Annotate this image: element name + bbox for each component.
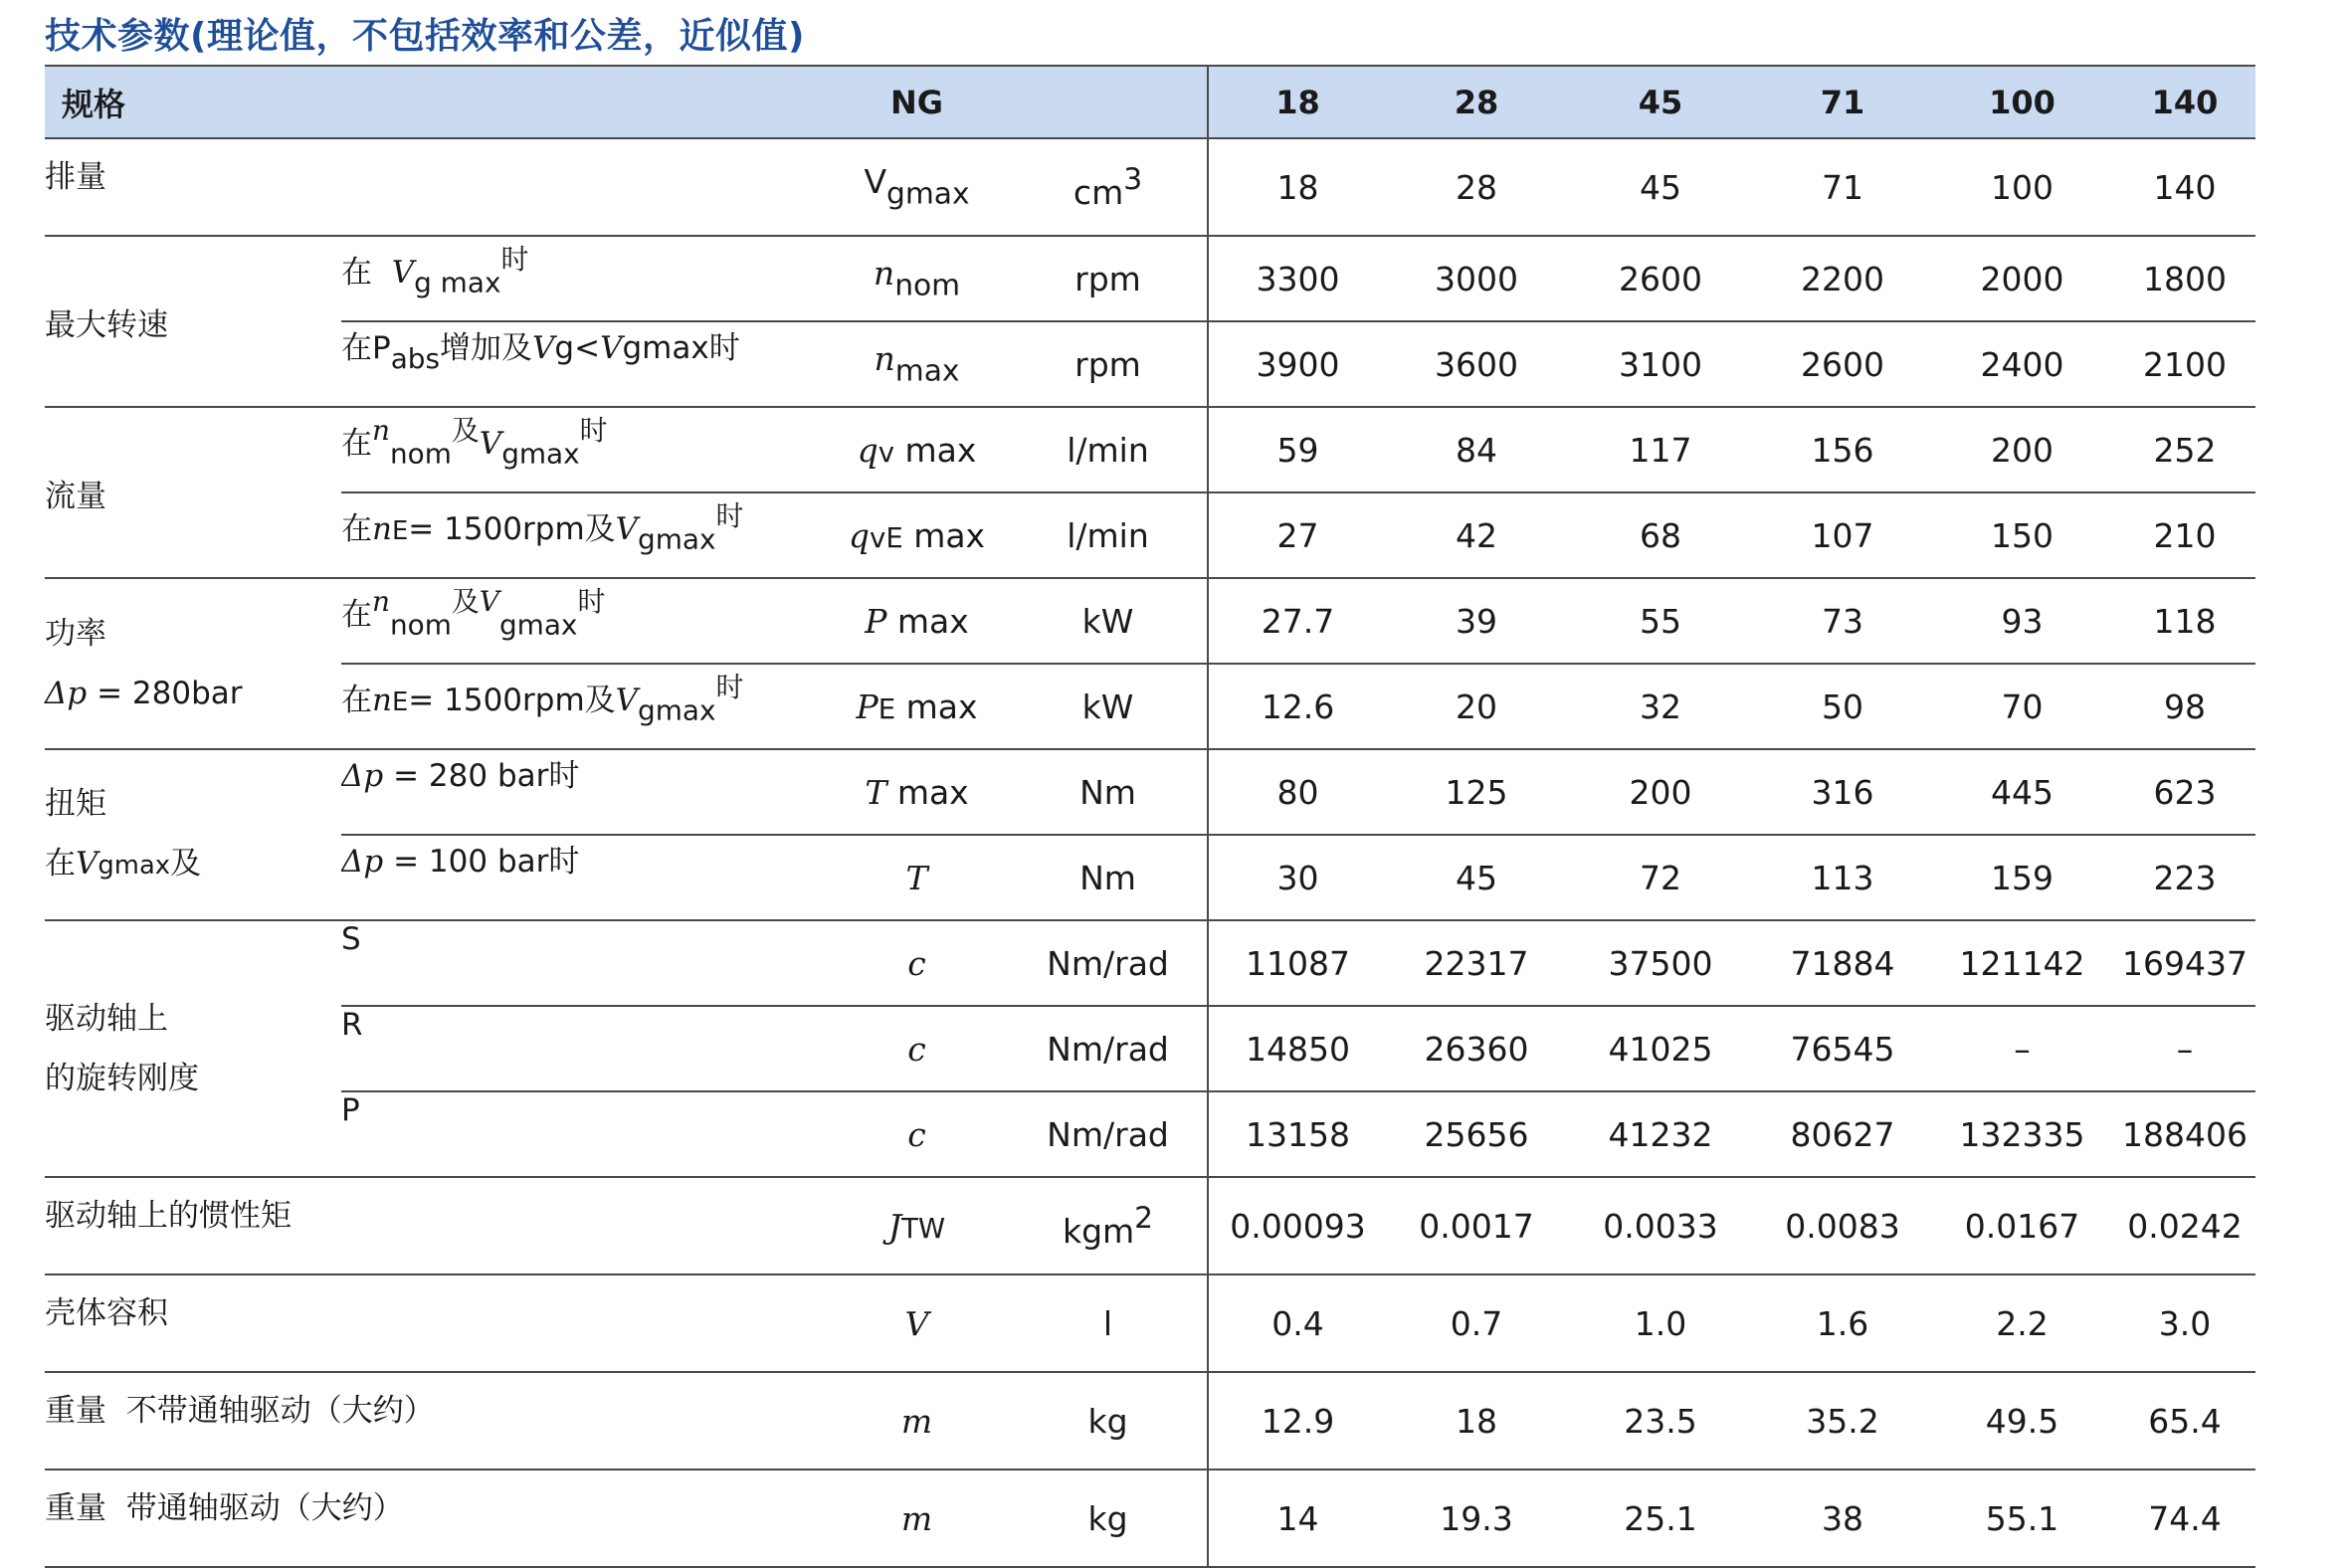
symbol: $n_{max}$ xyxy=(825,321,1009,407)
symbol: qvE max xyxy=(825,492,1009,578)
table-row xyxy=(45,407,2255,492)
unit: kgm$^2$ xyxy=(1009,1177,1208,1274)
table-row xyxy=(45,664,2255,749)
size-header: 45 xyxy=(1566,66,1755,138)
value-cell: 55 xyxy=(1566,578,1755,664)
unit-header xyxy=(1009,66,1208,138)
value-cell: 316 xyxy=(1755,749,1930,835)
value-cell: 25.1 xyxy=(1566,1470,1755,1567)
symbol: PE max xyxy=(825,664,1009,749)
value-cell: 39 xyxy=(1387,578,1566,664)
value-cell: 14 xyxy=(1208,1470,1387,1567)
size-header: 100 xyxy=(1930,66,2114,138)
condition-label: 在nE= 1500rpm及$V_{gmax}^时$ xyxy=(341,664,825,749)
value-cell: 140 xyxy=(2114,138,2255,236)
value-cell: 30 xyxy=(1208,835,1387,920)
table-row xyxy=(45,138,2255,236)
value-cell: 70 xyxy=(1930,664,2114,749)
value-cell: 74.4 xyxy=(2114,1470,2255,1567)
symbol: V xyxy=(825,1274,1009,1372)
symbol: c xyxy=(825,1091,1009,1177)
value-cell: 28 xyxy=(1387,138,1566,236)
value-cell: 68 xyxy=(1566,492,1755,578)
unit: Nm/rad xyxy=(1009,920,1208,1006)
value-cell: 132335 xyxy=(1930,1091,2114,1177)
value-cell: 22317 xyxy=(1387,920,1566,1006)
value-cell: 18 xyxy=(1387,1372,1566,1470)
value-cell: 150 xyxy=(1930,492,2114,578)
size-header: 28 xyxy=(1387,66,1566,138)
value-cell: 2600 xyxy=(1755,321,1930,407)
value-cell: 35.2 xyxy=(1755,1372,1930,1470)
param-label: 排量 xyxy=(45,138,825,236)
value-cell: 12.9 xyxy=(1208,1372,1387,1470)
value-cell: 50 xyxy=(1755,664,1930,749)
value-cell: 188406 xyxy=(2114,1091,2255,1177)
value-cell: 100 xyxy=(1930,138,2114,236)
table-row xyxy=(45,835,2255,920)
header-row xyxy=(45,66,2255,138)
value-cell: 0.0083 xyxy=(1755,1177,1930,1274)
param-label: 壳体容积 xyxy=(45,1274,825,1372)
value-cell: 1800 xyxy=(2114,236,2255,321)
symbol: P max xyxy=(825,578,1009,664)
value-cell: 623 xyxy=(2114,749,2255,835)
value-cell: 0.0242 xyxy=(2114,1177,2255,1274)
table-row xyxy=(45,492,2255,578)
value-cell: 156 xyxy=(1755,407,1930,492)
param-label: 重量 不带通轴驱动（大约） xyxy=(45,1372,825,1470)
table-row xyxy=(45,578,2255,664)
condition-label: P xyxy=(341,1091,825,1177)
condition-label: 在$P_{abs}$增加及Vg<Vgmax时 xyxy=(341,321,825,407)
value-cell: 107 xyxy=(1755,492,1930,578)
condition-label: 在$^n_{nom}^{及V}_{gmax}^时$ xyxy=(341,578,825,664)
unit: Nm/rad xyxy=(1009,1006,1208,1091)
condition-label: Δp = 100 bar时 xyxy=(341,835,825,920)
value-cell: 2400 xyxy=(1930,321,2114,407)
value-cell: 0.00093 xyxy=(1208,1177,1387,1274)
value-cell: 93 xyxy=(1930,578,2114,664)
value-cell: 26360 xyxy=(1387,1006,1566,1091)
value-cell: – xyxy=(2114,1006,2255,1091)
unit: kg xyxy=(1009,1372,1208,1470)
value-cell: 73 xyxy=(1755,578,1930,664)
condition-label: 在$^n_{nom}^及V_{gmax}^时$ xyxy=(341,407,825,492)
value-cell: 72 xyxy=(1566,835,1755,920)
param-label: 最大转速 xyxy=(45,236,341,407)
value-cell: 3900 xyxy=(1208,321,1387,407)
size-header: 18 xyxy=(1208,66,1387,138)
value-cell: 71 xyxy=(1755,138,1930,236)
value-cell: 445 xyxy=(1930,749,2114,835)
page-title: 技术参数(理论值，不包括效率和公差，近似值) xyxy=(45,16,805,57)
unit: l xyxy=(1009,1274,1208,1372)
unit: l/min xyxy=(1009,407,1208,492)
value-cell: 210 xyxy=(2114,492,2255,578)
table-row xyxy=(45,1177,2255,1274)
unit: l/min xyxy=(1009,492,1208,578)
condition-label: S xyxy=(341,920,825,1006)
condition-label: Δp = 280 bar时 xyxy=(341,749,825,835)
value-cell: 59 xyxy=(1208,407,1387,492)
param-label: 功率 Δp = 280bar xyxy=(45,578,341,749)
param-label: 驱动轴上 的旋转刚度 xyxy=(45,920,341,1177)
value-cell: 42 xyxy=(1387,492,1566,578)
symbol: T xyxy=(825,835,1009,920)
value-cell: 14850 xyxy=(1208,1006,1387,1091)
condition-label: 在 $V_{g max}^时$ xyxy=(341,236,825,321)
unit: kg xyxy=(1009,1470,1208,1567)
value-cell: 80 xyxy=(1208,749,1387,835)
value-cell: 45 xyxy=(1387,835,1566,920)
unit: rpm xyxy=(1009,236,1208,321)
value-cell: 27 xyxy=(1208,492,1387,578)
value-cell: 200 xyxy=(1566,749,1755,835)
value-cell: 12.6 xyxy=(1208,664,1387,749)
value-cell: 49.5 xyxy=(1930,1372,2114,1470)
value-cell: 223 xyxy=(2114,835,2255,920)
value-cell: 19.3 xyxy=(1387,1470,1566,1567)
table-row xyxy=(45,321,2255,407)
value-cell: 3100 xyxy=(1566,321,1755,407)
value-cell: 3.0 xyxy=(2114,1274,2255,1372)
value-cell: 159 xyxy=(1930,835,2114,920)
symbol: T max xyxy=(825,749,1009,835)
unit: Nm xyxy=(1009,835,1208,920)
value-cell: 0.4 xyxy=(1208,1274,1387,1372)
unit: kW xyxy=(1009,664,1208,749)
symbol: c xyxy=(825,1006,1009,1091)
table-row xyxy=(45,749,2255,835)
ng-label: NG xyxy=(825,66,1009,138)
param-label: 扭矩 在Vgmax及 xyxy=(45,749,341,920)
value-cell: 1.0 xyxy=(1566,1274,1755,1372)
value-cell: 76545 xyxy=(1755,1006,1930,1091)
size-header: 140 xyxy=(2114,66,2255,138)
value-cell: 1.6 xyxy=(1755,1274,1930,1372)
param-label: 流量 xyxy=(45,407,341,578)
value-cell: 41025 xyxy=(1566,1006,1755,1091)
value-cell: 71884 xyxy=(1755,920,1930,1006)
table-row xyxy=(45,1372,2255,1470)
unit: Nm/rad xyxy=(1009,1091,1208,1177)
value-cell: 65.4 xyxy=(2114,1372,2255,1470)
value-cell: 3600 xyxy=(1387,321,1566,407)
value-cell: 55.1 xyxy=(1930,1470,2114,1567)
value-cell: 13158 xyxy=(1208,1091,1387,1177)
value-cell: 0.0017 xyxy=(1387,1177,1566,1274)
value-cell: 121142 xyxy=(1930,920,2114,1006)
value-cell: 80627 xyxy=(1755,1091,1930,1177)
value-cell: 37500 xyxy=(1566,920,1755,1006)
value-cell: 45 xyxy=(1566,138,1755,236)
unit: $cm^3$ xyxy=(1009,138,1208,236)
value-cell: 23.5 xyxy=(1566,1372,1755,1470)
value-cell: 2100 xyxy=(2114,321,2255,407)
table-row xyxy=(45,236,2255,321)
value-cell: 113 xyxy=(1755,835,1930,920)
value-cell: – xyxy=(1930,1006,2114,1091)
value-cell: 84 xyxy=(1387,407,1566,492)
symbol: $V_{gmax}$ xyxy=(825,138,1009,236)
value-cell: 0.0167 xyxy=(1930,1177,2114,1274)
value-cell: 20 xyxy=(1387,664,1566,749)
table-row xyxy=(45,1006,2255,1091)
spec-table xyxy=(45,65,2255,1568)
value-cell: 3300 xyxy=(1208,236,1387,321)
value-cell: 98 xyxy=(2114,664,2255,749)
table-row xyxy=(45,1091,2255,1177)
symbol: m xyxy=(825,1372,1009,1470)
value-cell: 2600 xyxy=(1566,236,1755,321)
value-cell: 41232 xyxy=(1566,1091,1755,1177)
symbol: $n_{nom}$ xyxy=(825,236,1009,321)
table-row xyxy=(45,1274,2255,1372)
unit: rpm xyxy=(1009,321,1208,407)
param-label: 驱动轴上的惯性矩 xyxy=(45,1177,825,1274)
value-cell: 38 xyxy=(1755,1470,1930,1567)
symbol: qv max xyxy=(825,407,1009,492)
unit: Nm xyxy=(1009,749,1208,835)
value-cell: 117 xyxy=(1566,407,1755,492)
value-cell: 2200 xyxy=(1755,236,1930,321)
value-cell: 27.7 xyxy=(1208,578,1387,664)
value-cell: 118 xyxy=(2114,578,2255,664)
symbol: JTW xyxy=(825,1177,1009,1274)
value-cell: 125 xyxy=(1387,749,1566,835)
table-row xyxy=(45,1470,2255,1567)
table-row xyxy=(45,920,2255,1006)
value-cell: 3000 xyxy=(1387,236,1566,321)
value-cell: 0.7 xyxy=(1387,1274,1566,1372)
condition-label: 在nE= 1500rpm及$V_{gmax}^时$ xyxy=(341,492,825,578)
value-cell: 252 xyxy=(2114,407,2255,492)
condition-label: R xyxy=(341,1006,825,1091)
value-cell: 2.2 xyxy=(1930,1274,2114,1372)
value-cell: 18 xyxy=(1208,138,1387,236)
value-cell: 32 xyxy=(1566,664,1755,749)
value-cell: 200 xyxy=(1930,407,2114,492)
value-cell: 2000 xyxy=(1930,236,2114,321)
value-cell: 11087 xyxy=(1208,920,1387,1006)
unit: kW xyxy=(1009,578,1208,664)
spec-label: 规格 xyxy=(45,66,825,138)
size-header: 71 xyxy=(1755,66,1930,138)
value-cell: 25656 xyxy=(1387,1091,1566,1177)
symbol: c xyxy=(825,920,1009,1006)
symbol: m xyxy=(825,1470,1009,1567)
value-cell: 169437 xyxy=(2114,920,2255,1006)
param-label: 重量 带通轴驱动（大约） xyxy=(45,1470,825,1567)
value-cell: 0.0033 xyxy=(1566,1177,1755,1274)
